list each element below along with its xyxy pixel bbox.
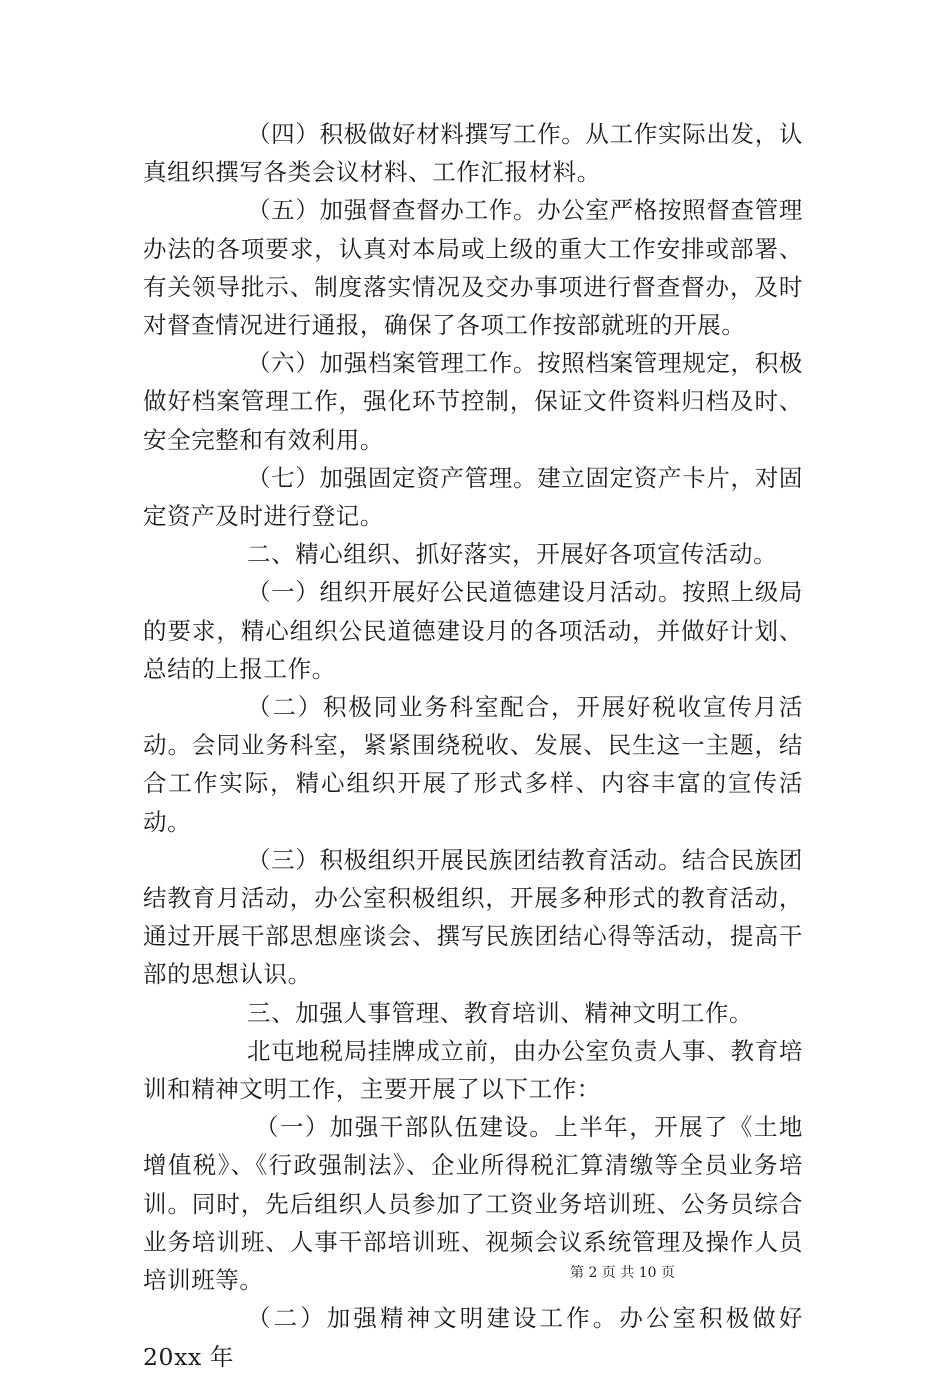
- paragraph: （二）积极同业务科室配合，开展好税收宣传月活动。会同业务科室，紧紧围绕税收、发展、民生这一主题，结合工作实际，精心组织开展了形式多样、内容丰富的宣传活动。: [143, 693, 803, 836]
- paragraph: （四）积极做好材料撰写工作。从工作实际出发，认真组织撰写各类会议材料、工作汇报材料。: [143, 120, 803, 187]
- paragraph: （一）加强干部队伍建设。上半年，开展了《土地增值税》、《行政强制法》、企业所得税汇算清缴等全员业务培训。同时，先后组织人员参加了工资业务培训班、公务员综合业务培训班、人事干部培训班、视频会议系统管理及操作人员培训班等。: [143, 1113, 803, 1295]
- paragraph: （二）加强精神文明建设工作。办公室积极做好 20xx 年: [143, 1304, 803, 1371]
- document-body: [143, 115, 803, 1376]
- paragraph: （七）加强固定资产管理。建立固定资产卡片，对固定资产及时进行登记。: [143, 463, 803, 531]
- section-heading: 二、精心组织、抓好落实，开展好各项宣传活动。: [247, 540, 778, 569]
- paragraph: （六）加强档案管理工作。按照档案管理规定，积极做好档案管理工作，强化环节控制，保证文件资料归档及时、安全完整和有效利用。: [143, 349, 803, 454]
- paragraph: （五）加强督查督办工作。办公室严格按照督查管理办法的各项要求，认真对本局或上级的重大工作安排或部署、有关领导批示、制度落实情况及交办事项进行督查督办，及时对督查情况进行通报，确保了各项工作按部就班的开展。: [143, 196, 803, 340]
- page-number-footer: 第 2 页 共 10 页: [570, 1265, 675, 1281]
- paragraph: （一）组织开展好公民道德建设月活动。按照上级局的要求，精心组织公民道德建设月的各项活动，并做好计划、总结的上报工作。: [143, 578, 803, 683]
- section-heading: 三、加强人事管理、教育培训、精神文明工作。: [247, 998, 754, 1027]
- paragraph: 北屯地税局挂牌成立前，由办公室负责人事、教育培训和精神文明工作，主要开展了以下工作：: [143, 1036, 803, 1104]
- paragraph: （三）积极组织开展民族团结教育活动。结合民族团结教育月活动，办公室积极组织，开展多种形式的教育活动，通过开展干部思想座谈会、撰写民族团结心得等活动，提高干部的思想认识。: [143, 845, 803, 989]
